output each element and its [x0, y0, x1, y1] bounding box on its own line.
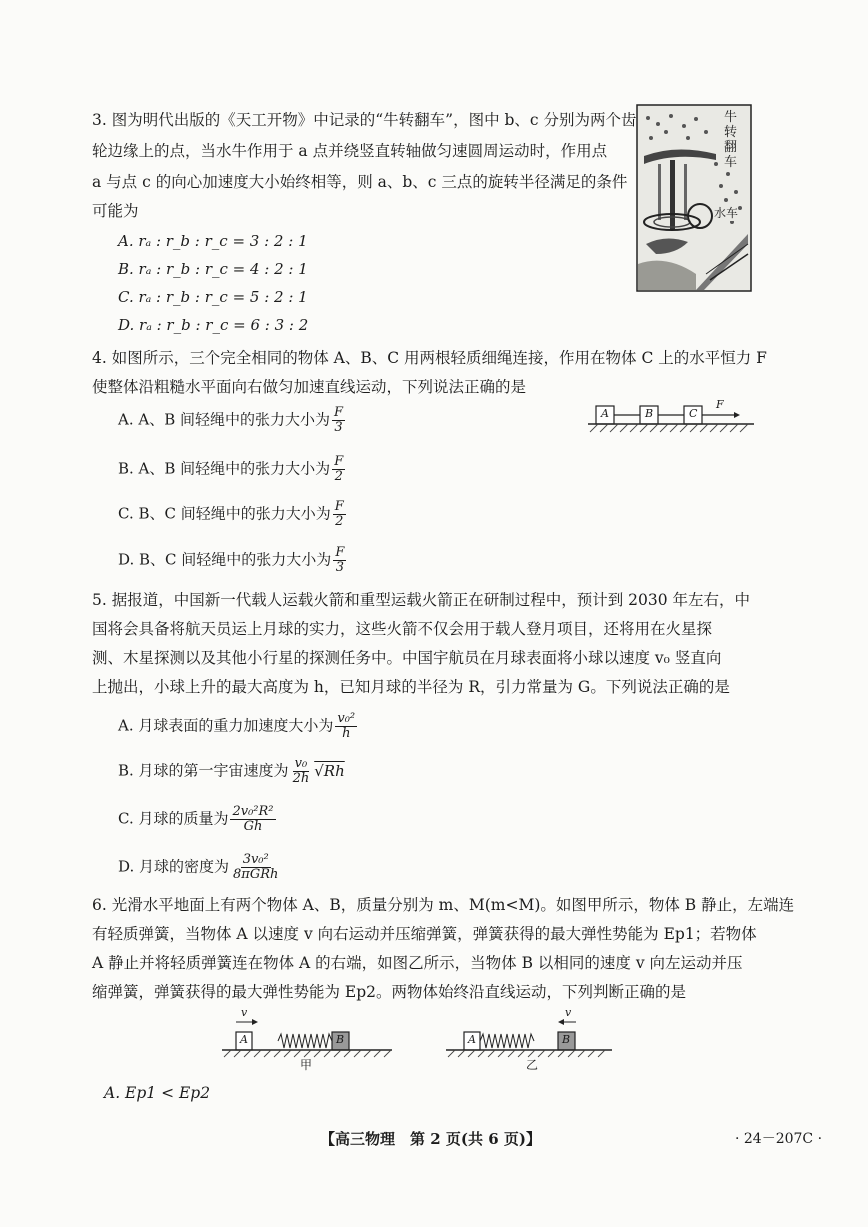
q3-line4: 可能为	[92, 202, 139, 220]
footer-page-info: 【高三物理 第 2 页(共 6 页)】	[320, 1130, 541, 1148]
fraction-denominator: 2h	[292, 771, 310, 786]
fraction-numerator: F	[334, 499, 344, 514]
spring	[278, 1034, 332, 1048]
q3-line3: a 与点 c 的向心加速度大小始终相等，则 a、b、c 三点的旋转半径满足的条件	[92, 173, 628, 191]
fraction-denominator: 3	[335, 560, 344, 575]
q3-option-a: A. rₐ : r_b : r_c = 3 : 2 : 1	[118, 232, 308, 250]
figure-jia-caption: 甲	[300, 1058, 313, 1072]
fraction-denominator: 2	[335, 514, 344, 529]
figure-yi	[444, 1006, 614, 1074]
arrow-head-icon	[734, 412, 740, 418]
q6-option-a: A. Ep1 < Ep2	[104, 1084, 211, 1102]
q4-option-d-text: D. B、C 间轻绳中的张力大小为	[118, 550, 332, 569]
fig-label-shui-che: 水车	[714, 206, 739, 220]
fraction-numerator: v₀	[294, 756, 308, 771]
q4-line2: 使整体沿粗糙水平面向右做匀加速直线运动，下列说法正确的是	[92, 378, 527, 396]
q4-option-a-fraction	[332, 406, 345, 435]
spring	[480, 1034, 534, 1048]
q5-option-c	[118, 805, 276, 834]
fraction-denominator: h	[342, 726, 351, 741]
q3-option-b: B. rₐ : r_b : r_c = 4 : 2 : 1	[118, 260, 308, 278]
figure-jia	[220, 1006, 395, 1074]
q5-line3: 测、木星探测以及其他小行星的探测任务中。中国宇航员在月球表面将小球以速度 v₀ 竖直向	[92, 649, 722, 667]
fraction-denominator: Gh	[243, 819, 263, 834]
q5-option-c-text: C. 月球的质量为	[118, 809, 229, 828]
q4-option-b-text: B. A、B 间轻绳中的张力大小为	[118, 459, 331, 478]
q6-line3: A 静止并将轻质弹簧连在物体 A 的右端，如图乙所示，当物体 B 以相同的速度 v 向左运动并压	[92, 954, 743, 972]
q4-option-b-fraction	[332, 455, 345, 484]
q5-line2: 国将会具备将航天员运上月球的实力，这些火箭不仅会用于载人登月项目，还将用在火星探	[92, 620, 713, 638]
q5-option-d-text: D. 月球的密度为	[118, 857, 230, 876]
niu-zhuan-fan-che-illustration	[636, 104, 752, 292]
q5-option-b-text: B. 月球的第一宇宙速度为	[118, 761, 289, 780]
q4-option-c-text: C. B、C 间轻绳中的张力大小为	[118, 504, 331, 523]
q4-option-b	[118, 455, 345, 484]
block-a-label: A	[468, 1033, 476, 1046]
q4-option-d	[118, 546, 346, 575]
fig-label-niu-zhuan: 牛转翻车	[724, 110, 746, 170]
q5-option-a	[118, 712, 357, 741]
q4-option-a	[118, 406, 345, 435]
q3-line1: 3. 图为明代出版的《天工开物》中记录的“牛转翻车”，图中 b、c 分别为两个齿	[92, 111, 637, 129]
q5-option-c-fraction	[230, 805, 275, 834]
q4-option-c	[118, 500, 346, 529]
arrow-head-icon	[252, 1019, 258, 1025]
q5-option-b-tail: √Rh	[314, 761, 345, 780]
fraction-numerator: v₀²	[337, 711, 356, 726]
q6-line1: 6. 光滑水平地面上有两个物体 A、B，质量分别为 m、M(m<M)。如图甲所示，物体 B 静止，左端连	[92, 896, 795, 914]
q5-option-d-fraction	[231, 853, 280, 882]
q3-option-d: D. rₐ : r_b : r_c = 6 : 3 : 2	[118, 316, 309, 334]
fraction-numerator: F	[335, 545, 345, 560]
figure-yi-caption: 乙	[526, 1058, 539, 1072]
q5-option-d	[118, 853, 280, 882]
fraction-numerator: F	[334, 454, 344, 469]
q3-option-c: C. rₐ : r_b : r_c = 5 : 2 : 1	[118, 288, 308, 306]
q5-option-a-fraction	[335, 712, 357, 741]
block-b-label: B	[645, 407, 654, 420]
fraction-denominator: 2	[334, 469, 343, 484]
q4-option-c-fraction	[333, 500, 346, 529]
q4-option-a-text: A. A、B 间轻绳中的张力大小为	[118, 410, 330, 429]
fraction-numerator: 2v₀²R²	[232, 804, 274, 819]
q6-line4: 缩弹簧，弹簧获得的最大弹性势能为 Ep2。两物体始终沿直线运动，下列判断正确的是	[92, 983, 687, 1001]
footer-exam-code: · 24－207C ·	[735, 1131, 823, 1147]
fraction-numerator: 3v₀²	[242, 852, 269, 867]
q5-option-b	[118, 757, 345, 786]
fraction-denominator: 3	[334, 420, 343, 435]
three-blocks-diagram	[588, 398, 756, 438]
fraction-denominator: 8πGRh	[233, 867, 279, 882]
q5-line1: 5. 据报道，中国新一代载人运载火箭和重型运载火箭正在研制过程中，预计到 2030 年左右，中	[92, 591, 751, 609]
q5-line4: 上抛出，小球上升的最大高度为 h，已知月球的半径为 R，引力常量为 G。下列说法正确的是	[92, 678, 730, 696]
fraction-numerator: F	[334, 405, 344, 420]
force-f-label: F	[716, 398, 724, 411]
block-a-label: A	[240, 1033, 248, 1046]
block-b-label: B	[562, 1033, 571, 1046]
q5-option-a-text: A. 月球表面的重力加速度大小为	[118, 716, 334, 735]
arrow-head-icon	[558, 1019, 564, 1025]
q5-option-b-fraction	[291, 757, 312, 786]
block-b-label: B	[336, 1033, 345, 1046]
velocity-v-label: v	[241, 1006, 248, 1019]
q6-line2: 有轻质弹簧，当物体 A 以速度 v 向右运动并压缩弹簧，弹簧获得的最大弹性势能为 Ep1；若物体	[92, 925, 757, 943]
q4-line1: 4. 如图所示，三个完全相同的物体 A、B、C 用两根轻质细绳连接，作用在物体 C 上的水平恒力 F	[92, 349, 767, 367]
block-a-label: A	[601, 407, 609, 420]
block-c-label: C	[689, 407, 698, 420]
q3-line2: 轮边缘上的点，当水牛作用于 a 点并绕竖直转轴做匀速圆周运动时，作用点	[92, 142, 608, 160]
q4-option-d-fraction	[333, 546, 346, 575]
velocity-v-label: v	[565, 1006, 572, 1019]
ground-hatching	[590, 424, 748, 432]
